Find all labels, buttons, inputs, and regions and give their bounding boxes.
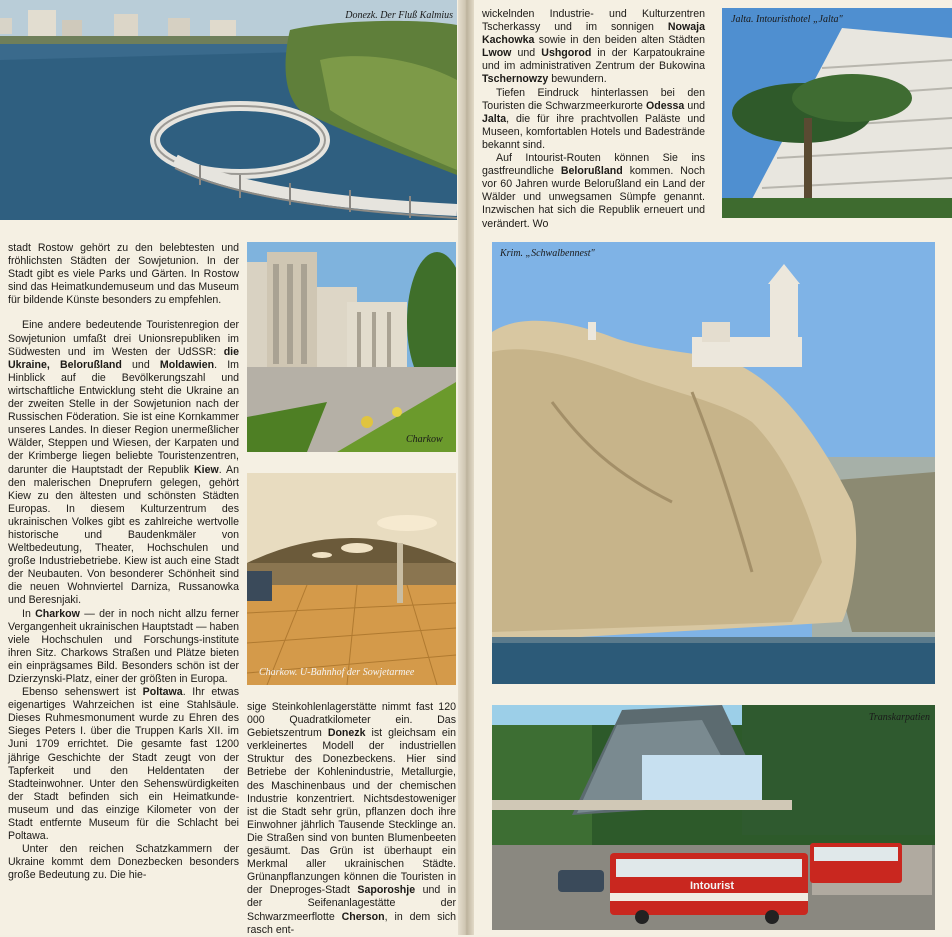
photo-jalta-hotel [722, 8, 952, 218]
text-run: wickelnden Industrie- und Kulturzentren Tscherkassy und im sonnigen [482, 8, 705, 34]
bold-place: Cherson [341, 910, 385, 923]
bold-place: Charkow [35, 607, 80, 620]
photo-donezk-river [0, 0, 457, 220]
text-run: und [684, 99, 706, 112]
text-run: Auf Intourist-Routen können Sie ins gastfreundliche [482, 152, 705, 178]
text-run: und in der Seifenanlagestätte der Schwarzmeerflotte [247, 884, 456, 923]
text-run: — der in noch nicht allzu ferner Vergangenheit ukrainischen Hauptstadt — haben viele Hochschulen und Forschungs-institute ihren Sitz. Charkows Straßen und Plätze bieten ein einprägsames Bild. Besonders schön ist der Dzierzynski-Platz, einer der größten in Europa. [8, 607, 239, 685]
text-run: . Ihr etwas eigenartiges Wahrzeichen ist eine Stahlsäule. Dieses Ruhmesmonument wurde zu Ehren des Sieges Peters I. über die Truppen Karls XII. im Juni 1709 errichtet. Die gesamte fast 1200 jährige Geschichte der Stadt zeugt von der Tapferkeit und den Heldentaten der Stadteinwohner. Unter den Sehenswürdigkeiten der Stadt befinden sich ein Heimatkunde-museum und das einzige Kilometer von der Stadt entfernte Museum für die Schlacht bei Poltawa. [8, 686, 239, 843]
bold-place: Jalta [482, 112, 507, 125]
bold-place: Odessa [646, 99, 685, 112]
text-run: Tiefen Eindruck hinterlassen bei den Touristen die Schwarzmeerkurorte [482, 86, 705, 112]
text-column-right-top [482, 8, 705, 231]
text-run: Ebenso sehenswert ist [22, 686, 143, 699]
caption-krim: Krim. „Schwalbennest" [500, 248, 595, 259]
text-run: . Im Hinblick auf die Bevölkerungszahl und wirtschaftliche Entwicklung steht die Ukraine an der zweiten Stelle in der Sowjetunion nach der Russischen Föderation. Sie ist eine Kornkammer unseres Landes. In dieser Region unermeßlicher Wälder, Steppen und Wiesen, der Karpaten und der Krimberge liegen beliebte Touristenzentren, darunter die Hauptstadt der Republik [8, 358, 239, 476]
text-run: kommen. Noch vor 60 Jahren wurde Belorußland ein Land der Wälder und unwegsamen Sümpfe genannt. Inzwischen hat sich die Republik erneuert und verändert. Wo [482, 165, 706, 230]
caption-transkarpatien: Transkarpatien [868, 712, 930, 723]
bold-place: Moldawien [159, 358, 215, 371]
photo-charkow-square [247, 242, 456, 452]
photo-transkarpatien [492, 705, 935, 930]
text-column-mid [247, 701, 456, 937]
bold-place: Tschernowzy [482, 73, 549, 86]
text-run: sige Steinkohlenlagerstätte nimmt fast 120 000 Quadratkilometer ein. Das Gebietszentrum [247, 701, 456, 740]
text-run: und [511, 47, 542, 60]
text-run: , die für ihre prachtvollen Paläste und Museen, komfortablen Hotels und Badestrände bekannt sind. [482, 112, 705, 151]
bold-place: Nowaja Kachowka [482, 21, 705, 47]
bold-place: Kiew [194, 463, 219, 476]
text-run: In [22, 607, 36, 620]
caption-bus-intourist: Intourist [690, 880, 734, 892]
bold-place: die Ukraine, Belorußland [8, 345, 239, 371]
caption-charkow: Charkow [406, 434, 443, 445]
bold-place: Donezk [327, 727, 366, 740]
bold-place: Ushgorod [541, 47, 592, 60]
text-run: Unter den reichen Schatzkammern der Ukraine kommt dem Donezbecken besonders große Bedeutung zu. Die hie- [8, 843, 239, 882]
caption-donezk: Donezk. Der Fluß Kalmius [345, 10, 453, 21]
bold-place: Lwow [482, 47, 512, 60]
photo-krim-swallows-nest [492, 242, 935, 684]
text-run: sowie in den beiden alten Städten [534, 34, 705, 47]
text-run: stadt Rostow gehört zu den belebtesten und fröhlichsten Städten der Sowjetunion. In der Stadt gibt es viele Parks und Gärten. In Rostow sind das Heimatkundemuseum und das Museum für bildende Künste besonders zu empfehlen. [8, 242, 239, 307]
text-column-left [8, 242, 239, 883]
text-run: . An den malerischen Dneprufern gelegen, gehört Kiew zu den ältesten und schönsten Städten Europas. In diesem Kulturzentrum des ukrainischen Volkes gibt es zahlreiche wertvolle historische und Baudenkmäler von Weltbedeutung, Theater, Hochschulen und große Industriebetriebe. Kiew ist auch eine Stadt der Neubauten. Von besonderer Schönheit sind die neuen Wohnviertel Darniza, Russanowka und Beresnjaki. [8, 463, 239, 607]
caption-jalta: Jalta. Intouristhotel „Jalta" [731, 14, 843, 25]
text-run: Eine andere bedeutende Touristenregion der Sowjetunion umfaßt drei Unionsrepubliken im Südwesten und im Westen der UdSSR: [8, 319, 239, 358]
text-run: bewundern. [548, 73, 607, 86]
bold-place: Belorußland [560, 165, 623, 178]
book-gutter [458, 0, 474, 935]
text-run: , in dem sich rasch ent- [247, 910, 456, 936]
text-run: in der Karpatoukraine und im administrativen Zentrum der Bukowina [482, 47, 705, 73]
bold-place: Poltawa [142, 686, 183, 699]
photo-charkow-metro [247, 473, 456, 685]
caption-charkow-metro: Charkow. U-Bahnhof der Sowjetarmee [259, 667, 415, 678]
text-run: und [121, 358, 160, 371]
text-run: ist gleichsam ein verkleinertes Modell der industriellen Struktur des Donezbeckens. Hier sind Betriebe der Kohlenindustrie, Metallurgie, des Maschinenbaus und der chemischen Industrie konzentriert. Nichtsdestoweniger ist die Stadt sehr grün, pflanzen doch ihre Einwohner jährlich Tausende Stecklinge an. Die Straßen sind von bunten Blumenbeeten gesäumt. Das Grün ist überhaupt ein Merkmal aller ukrainischen Städte. Grünanpflanzungen können die Touristen in der Dneproges-Stadt [247, 727, 456, 897]
bold-place: Saporoshje [357, 884, 416, 897]
